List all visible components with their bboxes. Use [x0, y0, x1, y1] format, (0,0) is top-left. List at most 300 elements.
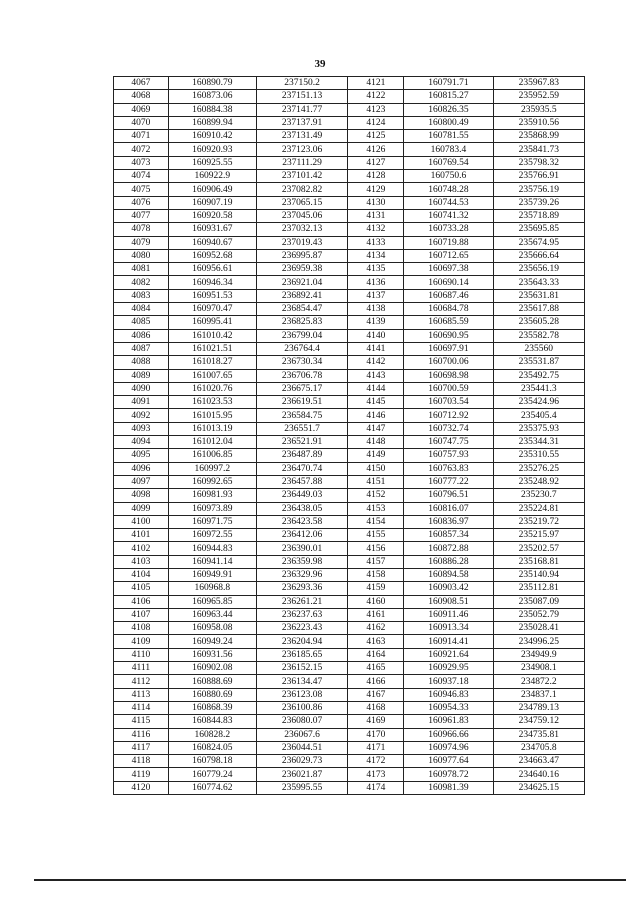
table-cell: 160913.34 — [404, 622, 493, 635]
table-cell: 235656.19 — [493, 263, 585, 276]
table-cell: 4126 — [348, 143, 404, 156]
table-cell: 236521.91 — [256, 436, 347, 449]
table-cell: 236293.36 — [256, 582, 347, 595]
table-cell: 235666.64 — [493, 249, 585, 262]
table-cell: 4097 — [114, 475, 169, 488]
table-cell: 4144 — [348, 382, 404, 395]
table-cell: 236675.17 — [256, 382, 347, 395]
table-cell: 236730.34 — [256, 356, 347, 369]
table-cell: 4140 — [348, 329, 404, 342]
table-cell: 236204.94 — [256, 635, 347, 648]
table-cell: 4169 — [348, 715, 404, 728]
table-cell: 4110 — [114, 648, 169, 661]
table-cell: 4163 — [348, 635, 404, 648]
table-cell: 160906.49 — [168, 183, 256, 196]
table-cell: 161012.04 — [168, 436, 256, 449]
table-cell: 4135 — [348, 263, 404, 276]
table-cell: 235617.88 — [493, 303, 585, 316]
table-row — [114, 116, 585, 129]
table-cell: 160712.65 — [404, 249, 493, 262]
table-cell: 160712.92 — [404, 409, 493, 422]
table-cell: 160910.42 — [168, 130, 256, 143]
table-cell: 4131 — [348, 209, 404, 222]
table-cell: 236100.86 — [256, 701, 347, 714]
table-cell: 235215.97 — [493, 529, 585, 542]
table-cell: 4075 — [114, 183, 169, 196]
table-cell: 160981.93 — [168, 489, 256, 502]
table-cell: 160958.08 — [168, 622, 256, 635]
table-cell: 160880.69 — [168, 688, 256, 701]
table-cell: 4158 — [348, 568, 404, 581]
table-cell: 160978.72 — [404, 768, 493, 781]
table-cell: 4071 — [114, 130, 169, 143]
table-cell: 4170 — [348, 728, 404, 741]
table-cell: 160698.98 — [404, 369, 493, 382]
table-cell: 4141 — [348, 342, 404, 355]
table-cell: 160908.51 — [404, 595, 493, 608]
table-row — [114, 209, 585, 222]
table-cell: 235531.87 — [493, 356, 585, 369]
table-row — [114, 529, 585, 542]
table-cell: 236044.51 — [256, 741, 347, 754]
table-cell: 4085 — [114, 316, 169, 329]
table-cell: 235582.78 — [493, 329, 585, 342]
table-cell: 237045.06 — [256, 209, 347, 222]
table-cell: 235674.95 — [493, 236, 585, 249]
table-cell: 160748.28 — [404, 183, 493, 196]
table-row — [114, 90, 585, 103]
table-cell: 160920.93 — [168, 143, 256, 156]
table-cell: 160971.75 — [168, 515, 256, 528]
table-cell: 4089 — [114, 369, 169, 382]
table-cell: 160800.49 — [404, 116, 493, 129]
table-cell: 4128 — [348, 170, 404, 183]
table-cell: 161007.65 — [168, 369, 256, 382]
table-cell: 160687.46 — [404, 289, 493, 302]
table-cell: 236237.63 — [256, 608, 347, 621]
table-cell: 235868.99 — [493, 130, 585, 143]
table-cell: 4096 — [114, 462, 169, 475]
table-cell: 161013.19 — [168, 422, 256, 435]
table-cell: 4124 — [348, 116, 404, 129]
table-cell: 4087 — [114, 342, 169, 355]
table-cell: 160914.41 — [404, 635, 493, 648]
table-row — [114, 183, 585, 196]
table-cell: 160894.58 — [404, 568, 493, 581]
table-cell: 160700.59 — [404, 382, 493, 395]
footer-rule — [34, 879, 626, 881]
table-cell: 4114 — [114, 701, 169, 714]
table-cell: 4118 — [114, 755, 169, 768]
table-row — [114, 662, 585, 675]
table-cell: 4167 — [348, 688, 404, 701]
table-cell: 160791.71 — [404, 77, 493, 90]
table-cell: 4161 — [348, 608, 404, 621]
table-cell: 4068 — [114, 90, 169, 103]
table-cell: 234663.47 — [493, 755, 585, 768]
table-row — [114, 303, 585, 316]
table-cell: 237150.2 — [256, 77, 347, 90]
table-row — [114, 688, 585, 701]
table-cell: 4121 — [348, 77, 404, 90]
table-cell: 234640.16 — [493, 768, 585, 781]
table-cell: 236764.4 — [256, 342, 347, 355]
table-row — [114, 130, 585, 143]
table-cell: 236423.58 — [256, 515, 347, 528]
table-cell: 235967.83 — [493, 77, 585, 90]
table-cell: 4074 — [114, 170, 169, 183]
table-cell: 4129 — [348, 183, 404, 196]
table-row — [114, 249, 585, 262]
table-cell: 235276.25 — [493, 462, 585, 475]
table-row — [114, 170, 585, 183]
table-row — [114, 223, 585, 236]
table-row — [114, 502, 585, 515]
table-cell: 160769.54 — [404, 156, 493, 169]
table-cell: 236584.75 — [256, 409, 347, 422]
table-cell: 4156 — [348, 542, 404, 555]
table-cell: 4093 — [114, 422, 169, 435]
table-cell: 234759.12 — [493, 715, 585, 728]
table-row — [114, 622, 585, 635]
table-cell: 161018.27 — [168, 356, 256, 369]
table-cell: 237151.13 — [256, 90, 347, 103]
table-cell: 161006.85 — [168, 449, 256, 462]
table-cell: 160815.27 — [404, 90, 493, 103]
table-cell: 160974.96 — [404, 741, 493, 754]
table-cell: 4112 — [114, 675, 169, 688]
table-cell: 160949.24 — [168, 635, 256, 648]
table-cell: 4122 — [348, 90, 404, 103]
table-row — [114, 648, 585, 661]
table-cell: 234705.8 — [493, 741, 585, 754]
table-cell: 160777.22 — [404, 475, 493, 488]
table-cell: 4095 — [114, 449, 169, 462]
table-cell: 160970.47 — [168, 303, 256, 316]
table-cell: 160697.91 — [404, 342, 493, 355]
table-cell: 160890.79 — [168, 77, 256, 90]
table-cell: 4090 — [114, 382, 169, 395]
table-cell: 160783.4 — [404, 143, 493, 156]
table-cell: 161021.51 — [168, 342, 256, 355]
table-cell: 160757.93 — [404, 449, 493, 462]
table-row — [114, 422, 585, 435]
table-cell: 4105 — [114, 582, 169, 595]
table-cell: 4137 — [348, 289, 404, 302]
table-cell: 235492.75 — [493, 369, 585, 382]
table-cell: 160922.9 — [168, 170, 256, 183]
table-cell: 235995.55 — [256, 781, 347, 794]
table-cell: 160703.54 — [404, 396, 493, 409]
table-cell: 4113 — [114, 688, 169, 701]
table-row — [114, 342, 585, 355]
table-cell: 160747.75 — [404, 436, 493, 449]
table-row — [114, 715, 585, 728]
table-cell: 160779.24 — [168, 768, 256, 781]
table-cell: 160684.78 — [404, 303, 493, 316]
table-cell: 236457.88 — [256, 475, 347, 488]
table-row — [114, 382, 585, 395]
table-cell: 4103 — [114, 555, 169, 568]
table-cell: 237123.06 — [256, 143, 347, 156]
table-row — [114, 449, 585, 462]
table-row — [114, 462, 585, 475]
table-row — [114, 755, 585, 768]
table-cell: 160929.95 — [404, 662, 493, 675]
table-cell: 4094 — [114, 436, 169, 449]
table-row — [114, 236, 585, 249]
table-cell: 237082.82 — [256, 183, 347, 196]
table-cell: 160972.55 — [168, 529, 256, 542]
table-cell: 4152 — [348, 489, 404, 502]
table-cell: 161023.53 — [168, 396, 256, 409]
table-cell: 237019.43 — [256, 236, 347, 249]
table-cell: 236080.07 — [256, 715, 347, 728]
table-cell: 4111 — [114, 662, 169, 675]
table-cell: 4067 — [114, 77, 169, 90]
table-cell: 235087.09 — [493, 595, 585, 608]
table-cell: 236619.51 — [256, 396, 347, 409]
table-cell: 236706.78 — [256, 369, 347, 382]
table-cell: 160911.46 — [404, 608, 493, 621]
table-row — [114, 768, 585, 781]
table-cell: 160951.53 — [168, 289, 256, 302]
table-cell: 160995.41 — [168, 316, 256, 329]
table-cell: 160816.07 — [404, 502, 493, 515]
table-row — [114, 555, 585, 568]
table-cell: 160774.62 — [168, 781, 256, 794]
table-cell: 4142 — [348, 356, 404, 369]
table-cell: 4171 — [348, 741, 404, 754]
table-row — [114, 276, 585, 289]
table-cell: 160931.67 — [168, 223, 256, 236]
table-cell: 160888.69 — [168, 675, 256, 688]
table-cell: 160944.83 — [168, 542, 256, 555]
table-cell: 236551.7 — [256, 422, 347, 435]
table-cell: 236825.83 — [256, 316, 347, 329]
table-cell: 160925.55 — [168, 156, 256, 169]
table-cell: 160952.68 — [168, 249, 256, 262]
table-cell: 4136 — [348, 276, 404, 289]
table-cell: 160981.39 — [404, 781, 493, 794]
table-cell: 4101 — [114, 529, 169, 542]
table-cell: 160732.74 — [404, 422, 493, 435]
table-cell: 160741.32 — [404, 209, 493, 222]
table-row — [114, 635, 585, 648]
table-cell: 4143 — [348, 369, 404, 382]
table-cell: 160941.14 — [168, 555, 256, 568]
table-cell: 160973.89 — [168, 502, 256, 515]
table-cell: 235643.33 — [493, 276, 585, 289]
table-cell: 4166 — [348, 675, 404, 688]
table-cell: 236921.04 — [256, 276, 347, 289]
table-row — [114, 316, 585, 329]
table-cell: 4133 — [348, 236, 404, 249]
table-cell: 160873.06 — [168, 90, 256, 103]
table-cell: 4127 — [348, 156, 404, 169]
table-cell: 160997.2 — [168, 462, 256, 475]
table-cell: 4149 — [348, 449, 404, 462]
table-row — [114, 568, 585, 581]
table-cell: 235375.93 — [493, 422, 585, 435]
table-cell: 160750.6 — [404, 170, 493, 183]
table-cell: 235695.85 — [493, 223, 585, 236]
table-row — [114, 289, 585, 302]
table-cell: 235935.5 — [493, 103, 585, 116]
table-cell: 236152.15 — [256, 662, 347, 675]
page-number: 39 — [314, 58, 326, 70]
table-cell: 160872.88 — [404, 542, 493, 555]
table-cell: 237137.91 — [256, 116, 347, 129]
table-cell: 235344.31 — [493, 436, 585, 449]
table-cell: 4165 — [348, 662, 404, 675]
table-cell: 234735.81 — [493, 728, 585, 741]
table-cell: 234789.13 — [493, 701, 585, 714]
table-cell: 4174 — [348, 781, 404, 794]
table-cell: 160886.28 — [404, 555, 493, 568]
table-row — [114, 143, 585, 156]
table-cell: 236021.87 — [256, 768, 347, 781]
table-cell: 4150 — [348, 462, 404, 475]
table-cell: 236029.73 — [256, 755, 347, 768]
table-cell: 4081 — [114, 263, 169, 276]
table-row — [114, 595, 585, 608]
table-cell: 160685.59 — [404, 316, 493, 329]
table-cell: 160733.28 — [404, 223, 493, 236]
table-cell: 160857.34 — [404, 529, 493, 542]
table-cell: 4162 — [348, 622, 404, 635]
table-cell: 4098 — [114, 489, 169, 502]
table-cell: 236470.74 — [256, 462, 347, 475]
table-cell: 4104 — [114, 568, 169, 581]
table-cell: 235756.19 — [493, 183, 585, 196]
table-cell: 4107 — [114, 608, 169, 621]
table-cell: 4083 — [114, 289, 169, 302]
table-cell: 4125 — [348, 130, 404, 143]
table-cell: 160992.65 — [168, 475, 256, 488]
table-cell: 235631.81 — [493, 289, 585, 302]
table-cell: 4079 — [114, 236, 169, 249]
table-cell: 4080 — [114, 249, 169, 262]
table-cell: 4120 — [114, 781, 169, 794]
table-cell: 236959.38 — [256, 263, 347, 276]
table-cell: 4108 — [114, 622, 169, 635]
table-cell: 235841.73 — [493, 143, 585, 156]
table-cell: 160868.39 — [168, 701, 256, 714]
table-cell: 4164 — [348, 648, 404, 661]
table-cell: 4076 — [114, 196, 169, 209]
table-cell: 235798.32 — [493, 156, 585, 169]
table-cell: 236067.6 — [256, 728, 347, 741]
table-row — [114, 728, 585, 741]
table-row — [114, 515, 585, 528]
table-cell: 4073 — [114, 156, 169, 169]
table-cell: 4106 — [114, 595, 169, 608]
table-cell: 160946.83 — [404, 688, 493, 701]
table-cell: 235910.56 — [493, 116, 585, 129]
table-cell: 235310.55 — [493, 449, 585, 462]
table-cell: 4072 — [114, 143, 169, 156]
table-cell: 160937.18 — [404, 675, 493, 688]
table-row — [114, 77, 585, 90]
table-cell: 160946.34 — [168, 276, 256, 289]
table-cell: 160963.44 — [168, 608, 256, 621]
table-cell: 237065.15 — [256, 196, 347, 209]
table-cell: 160828.2 — [168, 728, 256, 741]
table-cell: 160931.56 — [168, 648, 256, 661]
table-cell: 234872.2 — [493, 675, 585, 688]
table-cell: 4100 — [114, 515, 169, 528]
table-cell: 4145 — [348, 396, 404, 409]
table-cell: 235718.89 — [493, 209, 585, 222]
table-cell: 4102 — [114, 542, 169, 555]
table-cell: 234949.9 — [493, 648, 585, 661]
table-cell: 160796.51 — [404, 489, 493, 502]
table-cell: 4086 — [114, 329, 169, 342]
table-cell: 4070 — [114, 116, 169, 129]
table-row — [114, 409, 585, 422]
table-cell: 235219.72 — [493, 515, 585, 528]
table-cell: 235766.91 — [493, 170, 585, 183]
table-row — [114, 329, 585, 342]
table-cell: 160697.38 — [404, 263, 493, 276]
table-cell: 237032.13 — [256, 223, 347, 236]
table-row — [114, 369, 585, 382]
table-cell: 235424.96 — [493, 396, 585, 409]
table-cell: 160719.88 — [404, 236, 493, 249]
table-cell: 4153 — [348, 502, 404, 515]
table-row — [114, 356, 585, 369]
table-cell: 4130 — [348, 196, 404, 209]
table-cell: 4117 — [114, 741, 169, 754]
table-cell: 235405.4 — [493, 409, 585, 422]
table-cell: 161015.95 — [168, 409, 256, 422]
table-row — [114, 489, 585, 502]
table-cell: 160899.94 — [168, 116, 256, 129]
table-cell: 160744.53 — [404, 196, 493, 209]
table-cell: 236390.01 — [256, 542, 347, 555]
table-cell: 4077 — [114, 209, 169, 222]
table-row — [114, 196, 585, 209]
table-cell: 234837.1 — [493, 688, 585, 701]
table-row — [114, 396, 585, 409]
table-row — [114, 103, 585, 116]
table-cell: 235560 — [493, 342, 585, 355]
table-cell: 160968.8 — [168, 582, 256, 595]
table-cell: 4084 — [114, 303, 169, 316]
table-cell: 234908.1 — [493, 662, 585, 675]
table-cell: 236261.21 — [256, 595, 347, 608]
table-cell: 235028.41 — [493, 622, 585, 635]
table-cell: 160902.08 — [168, 662, 256, 675]
table-cell: 235112.81 — [493, 582, 585, 595]
coordinates-table-body — [114, 77, 585, 795]
table-cell: 4091 — [114, 396, 169, 409]
table-row — [114, 608, 585, 621]
table-cell: 160907.19 — [168, 196, 256, 209]
table-cell: 235168.81 — [493, 555, 585, 568]
table-cell: 4138 — [348, 303, 404, 316]
table-cell: 236449.03 — [256, 489, 347, 502]
table-cell: 161020.76 — [168, 382, 256, 395]
table-cell: 4148 — [348, 436, 404, 449]
table-cell: 4157 — [348, 555, 404, 568]
table-cell: 4151 — [348, 475, 404, 488]
table-cell: 4168 — [348, 701, 404, 714]
table-cell: 236412.06 — [256, 529, 347, 542]
table-cell: 235248.92 — [493, 475, 585, 488]
table-cell: 160884.38 — [168, 103, 256, 116]
